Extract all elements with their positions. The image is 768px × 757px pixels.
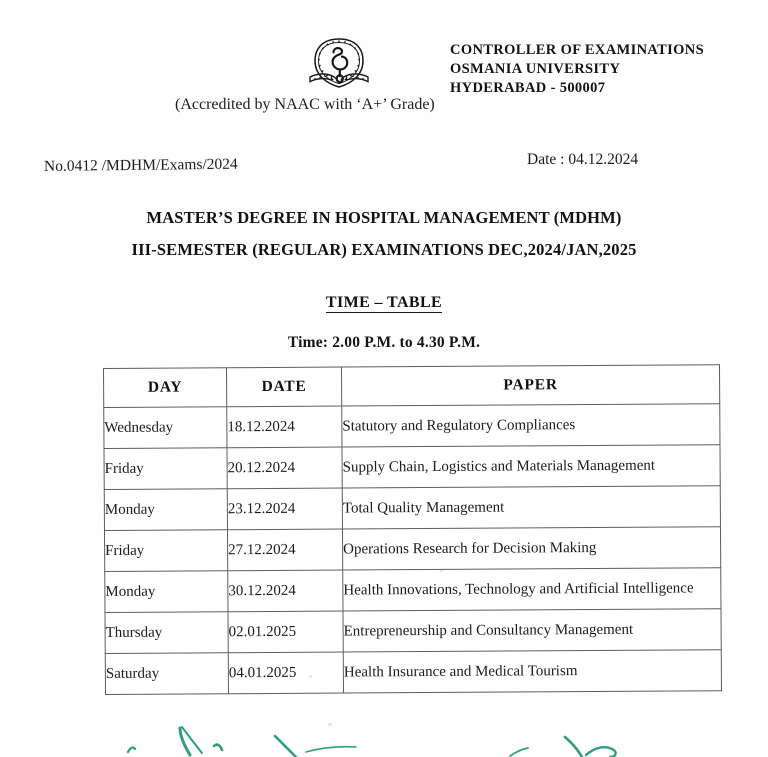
- cell-date: 04.01.2025: [228, 652, 343, 694]
- exam-timetable: [103, 364, 722, 695]
- handwritten-signature-icon: [110, 712, 630, 757]
- column-header-day: DAY: [104, 368, 227, 408]
- table-header-row: [104, 365, 720, 408]
- org-line-city: HYDERABAD - 500007: [450, 80, 606, 97]
- cell-paper: Supply Chain, Logistics and Materials Management: [342, 445, 720, 488]
- cell-paper: Total Quality Management: [342, 486, 720, 529]
- table-row: [104, 527, 720, 572]
- document-date: Date : 04.12.2024: [527, 151, 639, 168]
- exam-time-line: Time: 2.00 P.M. to 4.30 P.M.: [287, 334, 481, 351]
- cell-day: Monday: [105, 571, 228, 613]
- cell-paper: Operations Research for Decision Making: [342, 527, 720, 570]
- table-row: [104, 486, 720, 531]
- reference-number: No.0412 /MDHM/Exams/2024: [43, 155, 238, 175]
- cell-paper: Statutory and Regulatory Compliances: [342, 404, 720, 447]
- timetable-heading: [0, 294, 768, 312]
- cell-day: Monday: [104, 489, 227, 531]
- table-row: [105, 650, 721, 695]
- title-semester: III-SEMESTER (REGULAR) EXAMINATIONS DEC,2024/JAN,2025: [131, 239, 637, 259]
- cell-date: 23.12.2024: [227, 488, 342, 530]
- cell-date: 27.12.2024: [227, 529, 342, 571]
- cell-day: Thursday: [105, 612, 228, 654]
- osmania-university-emblem-icon: [303, 35, 375, 97]
- scan-speckle: [440, 570, 443, 572]
- table-row: [105, 568, 721, 613]
- org-line-controller: CONTROLLER OF EXAMINATIONS: [450, 42, 705, 58]
- scan-speckle: [309, 675, 312, 678]
- title-degree: MASTER’S DEGREE IN HOSPITAL MANAGEMENT (MDHM): [146, 208, 622, 227]
- cell-paper: Entrepreneurship and Consultancy Management: [343, 609, 721, 652]
- document-title: [0, 210, 768, 258]
- org-line-university: OSMANIA UNIVERSITY: [450, 61, 621, 78]
- cell-day: Wednesday: [104, 407, 227, 449]
- cell-paper: Health Insurance and Medical Tourism: [343, 650, 721, 693]
- organisation-block: [450, 41, 704, 98]
- column-header-paper: PAPER: [341, 365, 719, 406]
- cell-date: 20.12.2024: [227, 447, 342, 489]
- cell-paper: Health Innovations, Technology and Artificial Intelligence: [343, 568, 721, 611]
- table-row: [104, 404, 720, 449]
- cell-date: 18.12.2024: [227, 406, 342, 448]
- table-row: [105, 609, 721, 654]
- column-header-date: DATE: [227, 367, 342, 407]
- table-row: [104, 445, 720, 490]
- timetable-heading-text: TIME – TABLE: [325, 294, 443, 311]
- cell-date: 30.12.2024: [228, 570, 343, 612]
- cell-day: Friday: [104, 448, 227, 490]
- cell-day: Saturday: [105, 653, 228, 695]
- scan-speckle: [328, 723, 332, 726]
- accreditation-note: (Accredited by NAAC with ‘A+’ Grade): [175, 96, 435, 113]
- cell-date: 02.01.2025: [228, 611, 343, 653]
- cell-day: Friday: [104, 530, 227, 572]
- timetable-container: [103, 364, 721, 695]
